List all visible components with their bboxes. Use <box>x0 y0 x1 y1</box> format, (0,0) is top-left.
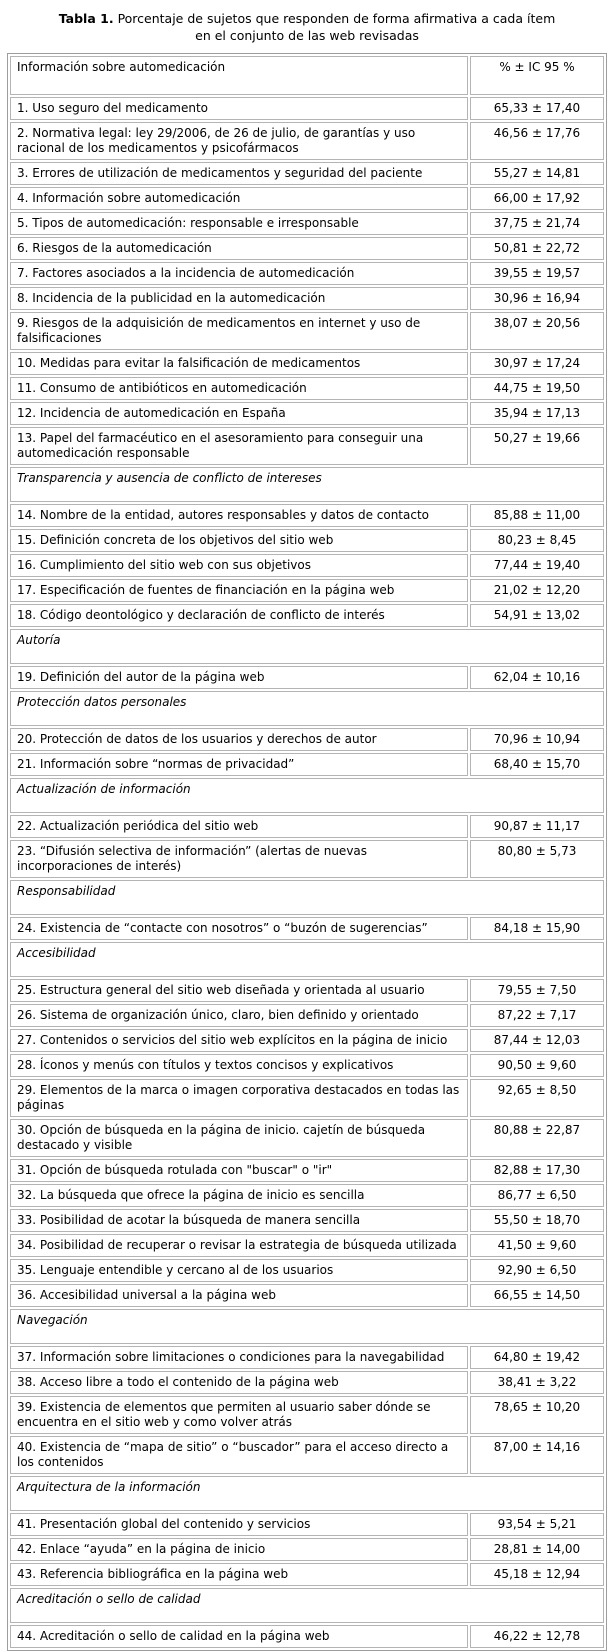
table-row <box>10 377 604 400</box>
table-row <box>10 262 604 285</box>
section-row <box>10 691 604 726</box>
table-row <box>10 427 604 465</box>
item-label: 36. Accesibilidad universal a la página web <box>10 1284 468 1307</box>
item-value: 37,75 ± 21,74 <box>470 212 604 235</box>
item-label: 17. Especificación de fuentes de financiación en la página web <box>10 579 468 602</box>
item-label: 8. Incidencia de la publicidad en la automedicación <box>10 287 468 310</box>
table-row <box>10 1029 604 1052</box>
item-value: 30,96 ± 16,94 <box>470 287 604 310</box>
item-label: 9. Riesgos de la adquisición de medicamentos en internet y uso de falsificaciones <box>10 312 468 350</box>
item-value: 68,40 ± 15,70 <box>470 753 604 776</box>
header-row <box>10 56 604 95</box>
section-row <box>10 1309 604 1344</box>
item-value: 82,88 ± 17,30 <box>470 1159 604 1182</box>
item-value: 80,88 ± 22,87 <box>470 1119 604 1157</box>
table-row <box>10 1513 604 1536</box>
table-row <box>10 312 604 350</box>
table-row <box>10 604 604 627</box>
item-label: 13. Papel del farmacéutico en el asesoramiento para conseguir una automedicación responsable <box>10 427 468 465</box>
section-label: Actualización de información <box>10 778 604 813</box>
item-value: 50,27 ± 19,66 <box>470 427 604 465</box>
section-row <box>10 880 604 915</box>
table-row <box>10 504 604 527</box>
item-value: 55,50 ± 18,70 <box>470 1209 604 1232</box>
item-value: 80,80 ± 5,73 <box>470 840 604 878</box>
item-label: 10. Medidas para evitar la falsificación de medicamentos <box>10 352 468 375</box>
item-value: 54,91 ± 13,02 <box>470 604 604 627</box>
item-label: 25. Estructura general del sitio web diseñada y orientada al usuario <box>10 979 468 1002</box>
item-label: 3. Errores de utilización de medicamentos y seguridad del paciente <box>10 162 468 185</box>
table-row <box>10 815 604 838</box>
item-value: 46,56 ± 17,76 <box>470 122 604 160</box>
item-value: 38,41 ± 3,22 <box>470 1371 604 1394</box>
section-row <box>10 1588 604 1623</box>
table-title-line2: en el conjunto de las web revisadas <box>195 28 419 43</box>
item-value: 90,50 ± 9,60 <box>470 1054 604 1077</box>
item-label: 26. Sistema de organización único, claro, bien definido y orientado <box>10 1004 468 1027</box>
item-value: 50,81 ± 22,72 <box>470 237 604 260</box>
table-row <box>10 122 604 160</box>
item-value: 79,55 ± 7,50 <box>470 979 604 1002</box>
table-row <box>10 1054 604 1077</box>
table-row <box>10 1346 604 1369</box>
item-value: 38,07 ± 20,56 <box>470 312 604 350</box>
table-row <box>10 1004 604 1027</box>
section-row <box>10 467 604 502</box>
item-label: 2. Normativa legal: ley 29/2006, de 26 de julio, de garantías y uso racional de los medicamentos y psicofármacos <box>10 122 468 160</box>
item-label: 37. Información sobre limitaciones o condiciones para la navegabilidad <box>10 1346 468 1369</box>
item-label: 42. Enlace “ayuda” en la página de inicio <box>10 1538 468 1561</box>
table-row <box>10 1371 604 1394</box>
section-label: Protección datos personales <box>10 691 604 726</box>
item-value: 92,65 ± 8,50 <box>470 1079 604 1117</box>
data-table <box>7 53 607 1651</box>
item-value: 21,02 ± 12,20 <box>470 579 604 602</box>
item-value: 39,55 ± 19,57 <box>470 262 604 285</box>
table-row <box>10 728 604 751</box>
item-label: 39. Existencia de elementos que permiten al usuario saber dónde se encuentra en el sitio web y como volver atrás <box>10 1396 468 1434</box>
item-value: 66,00 ± 17,92 <box>470 187 604 210</box>
table-row <box>10 529 604 552</box>
item-label: 30. Opción de búsqueda en la página de inicio. cajetín de búsqueda destacado y visible <box>10 1119 468 1157</box>
table-row <box>10 666 604 689</box>
item-value: 85,88 ± 11,00 <box>470 504 604 527</box>
item-value: 46,22 ± 12,78 <box>470 1625 604 1648</box>
item-label: 34. Posibilidad de recuperar o revisar la estrategia de búsqueda utilizada <box>10 1234 468 1257</box>
table-row <box>10 979 604 1002</box>
item-label: 12. Incidencia de automedicación en España <box>10 402 468 425</box>
section-label: Autoría <box>10 629 604 664</box>
item-value: 87,00 ± 14,16 <box>470 1436 604 1474</box>
table-row <box>10 237 604 260</box>
table-row <box>10 1538 604 1561</box>
table-row <box>10 287 604 310</box>
item-label: 27. Contenidos o servicios del sitio web explícitos en la página de inicio <box>10 1029 468 1052</box>
item-value: 77,44 ± 19,40 <box>470 554 604 577</box>
section-row <box>10 1476 604 1511</box>
item-label: 43. Referencia bibliográfica en la página web <box>10 1563 468 1586</box>
item-value: 30,97 ± 17,24 <box>470 352 604 375</box>
item-label: 18. Código deontológico y declaración de conflicto de interés <box>10 604 468 627</box>
table-row <box>10 1159 604 1182</box>
item-label: 15. Definición concreta de los objetivos del sitio web <box>10 529 468 552</box>
table-row <box>10 1625 604 1648</box>
table-row <box>10 1209 604 1232</box>
item-label: 1. Uso seguro del medicamento <box>10 97 468 120</box>
section-label: Accesibilidad <box>10 942 604 977</box>
item-value: 64,80 ± 19,42 <box>470 1346 604 1369</box>
table-row <box>10 402 604 425</box>
item-label: 22. Actualización periódica del sitio web <box>10 815 468 838</box>
table-row <box>10 579 604 602</box>
item-value: 87,44 ± 12,03 <box>470 1029 604 1052</box>
table-title <box>0 10 614 53</box>
section-row <box>10 942 604 977</box>
table-row <box>10 187 604 210</box>
table-row <box>10 1436 604 1474</box>
item-label: 38. Acceso libre a todo el contenido de la página web <box>10 1371 468 1394</box>
item-label: 24. Existencia de “contacte con nosotros” o “buzón de sugerencias” <box>10 917 468 940</box>
item-label: 4. Información sobre automedicación <box>10 187 468 210</box>
table-row <box>10 352 604 375</box>
item-label: 23. “Difusión selectiva de información” (alertas de nuevas incorporaciones de interés) <box>10 840 468 878</box>
item-value: 80,23 ± 8,45 <box>470 529 604 552</box>
item-label: 7. Factores asociados a la incidencia de automedicación <box>10 262 468 285</box>
item-label: 28. Íconos y menús con títulos y textos concisos y explicativos <box>10 1054 468 1077</box>
table-row <box>10 1119 604 1157</box>
section-label: Transparencia y ausencia de conflicto de intereses <box>10 467 604 502</box>
item-label: 21. Información sobre “normas de privacidad” <box>10 753 468 776</box>
item-value: 62,04 ± 10,16 <box>470 666 604 689</box>
section-row <box>10 778 604 813</box>
table-row <box>10 1079 604 1117</box>
item-value: 87,22 ± 7,17 <box>470 1004 604 1027</box>
item-value: 90,87 ± 11,17 <box>470 815 604 838</box>
table-row <box>10 162 604 185</box>
table-row <box>10 554 604 577</box>
item-label: 31. Opción de búsqueda rotulada con "buscar" o "ir" <box>10 1159 468 1182</box>
item-label: 40. Existencia de “mapa de sitio” o “buscador” para el acceso directo a los contenidos <box>10 1436 468 1474</box>
table-row <box>10 840 604 878</box>
section-label: Acreditación o sello de calidad <box>10 1588 604 1623</box>
table-row <box>10 97 604 120</box>
item-value: 78,65 ± 10,20 <box>470 1396 604 1434</box>
table-title-label: Tabla 1. <box>58 11 114 26</box>
section-label: Responsabilidad <box>10 880 604 915</box>
table-row <box>10 1234 604 1257</box>
item-value: 86,77 ± 6,50 <box>470 1184 604 1207</box>
item-label: 35. Lenguaje entendible y cercano al de los usuarios <box>10 1259 468 1282</box>
item-value: 70,96 ± 10,94 <box>470 728 604 751</box>
item-label: 41. Presentación global del contenido y servicios <box>10 1513 468 1536</box>
item-label: 14. Nombre de la entidad, autores responsables y datos de contacto <box>10 504 468 527</box>
item-value: 65,33 ± 17,40 <box>470 97 604 120</box>
section-label: Navegación <box>10 1309 604 1344</box>
section-label: Arquitectura de la información <box>10 1476 604 1511</box>
item-value: 66,55 ± 14,50 <box>470 1284 604 1307</box>
item-value: 35,94 ± 17,13 <box>470 402 604 425</box>
table-body <box>10 97 604 1648</box>
item-value: 44,75 ± 19,50 <box>470 377 604 400</box>
item-label: 20. Protección de datos de los usuarios y derechos de autor <box>10 728 468 751</box>
table-row <box>10 212 604 235</box>
table-row <box>10 1563 604 1586</box>
table-row <box>10 753 604 776</box>
item-label: 5. Tipos de automedicación: responsable e irresponsable <box>10 212 468 235</box>
item-value: 28,81 ± 14,00 <box>470 1538 604 1561</box>
header-value: % ± IC 95 % <box>470 56 604 95</box>
table-title-line1: Porcentaje de sujetos que responden de forma afirmativa a cada ítem <box>117 11 556 26</box>
item-value: 93,54 ± 5,21 <box>470 1513 604 1536</box>
item-value: 55,27 ± 14,81 <box>470 162 604 185</box>
item-label: 16. Cumplimiento del sitio web con sus objetivos <box>10 554 468 577</box>
item-value: 45,18 ± 12,94 <box>470 1563 604 1586</box>
item-label: 32. La búsqueda que ofrece la página de inicio es sencilla <box>10 1184 468 1207</box>
section-row <box>10 629 604 664</box>
table-row <box>10 1184 604 1207</box>
table-row <box>10 917 604 940</box>
item-label: 33. Posibilidad de acotar la búsqueda de manera sencilla <box>10 1209 468 1232</box>
table-row <box>10 1284 604 1307</box>
item-value: 41,50 ± 9,60 <box>470 1234 604 1257</box>
item-label: 11. Consumo de antibióticos en automedicación <box>10 377 468 400</box>
item-label: 44. Acreditación o sello de calidad en la página web <box>10 1625 468 1648</box>
item-label: 19. Definición del autor de la página web <box>10 666 468 689</box>
table-row <box>10 1396 604 1434</box>
item-value: 92,90 ± 6,50 <box>470 1259 604 1282</box>
item-value: 84,18 ± 15,90 <box>470 917 604 940</box>
header-label: Información sobre automedicación <box>10 56 468 95</box>
item-label: 29. Elementos de la marca o imagen corporativa destacados en todas las páginas <box>10 1079 468 1117</box>
table-row <box>10 1259 604 1282</box>
item-label: 6. Riesgos de la automedicación <box>10 237 468 260</box>
